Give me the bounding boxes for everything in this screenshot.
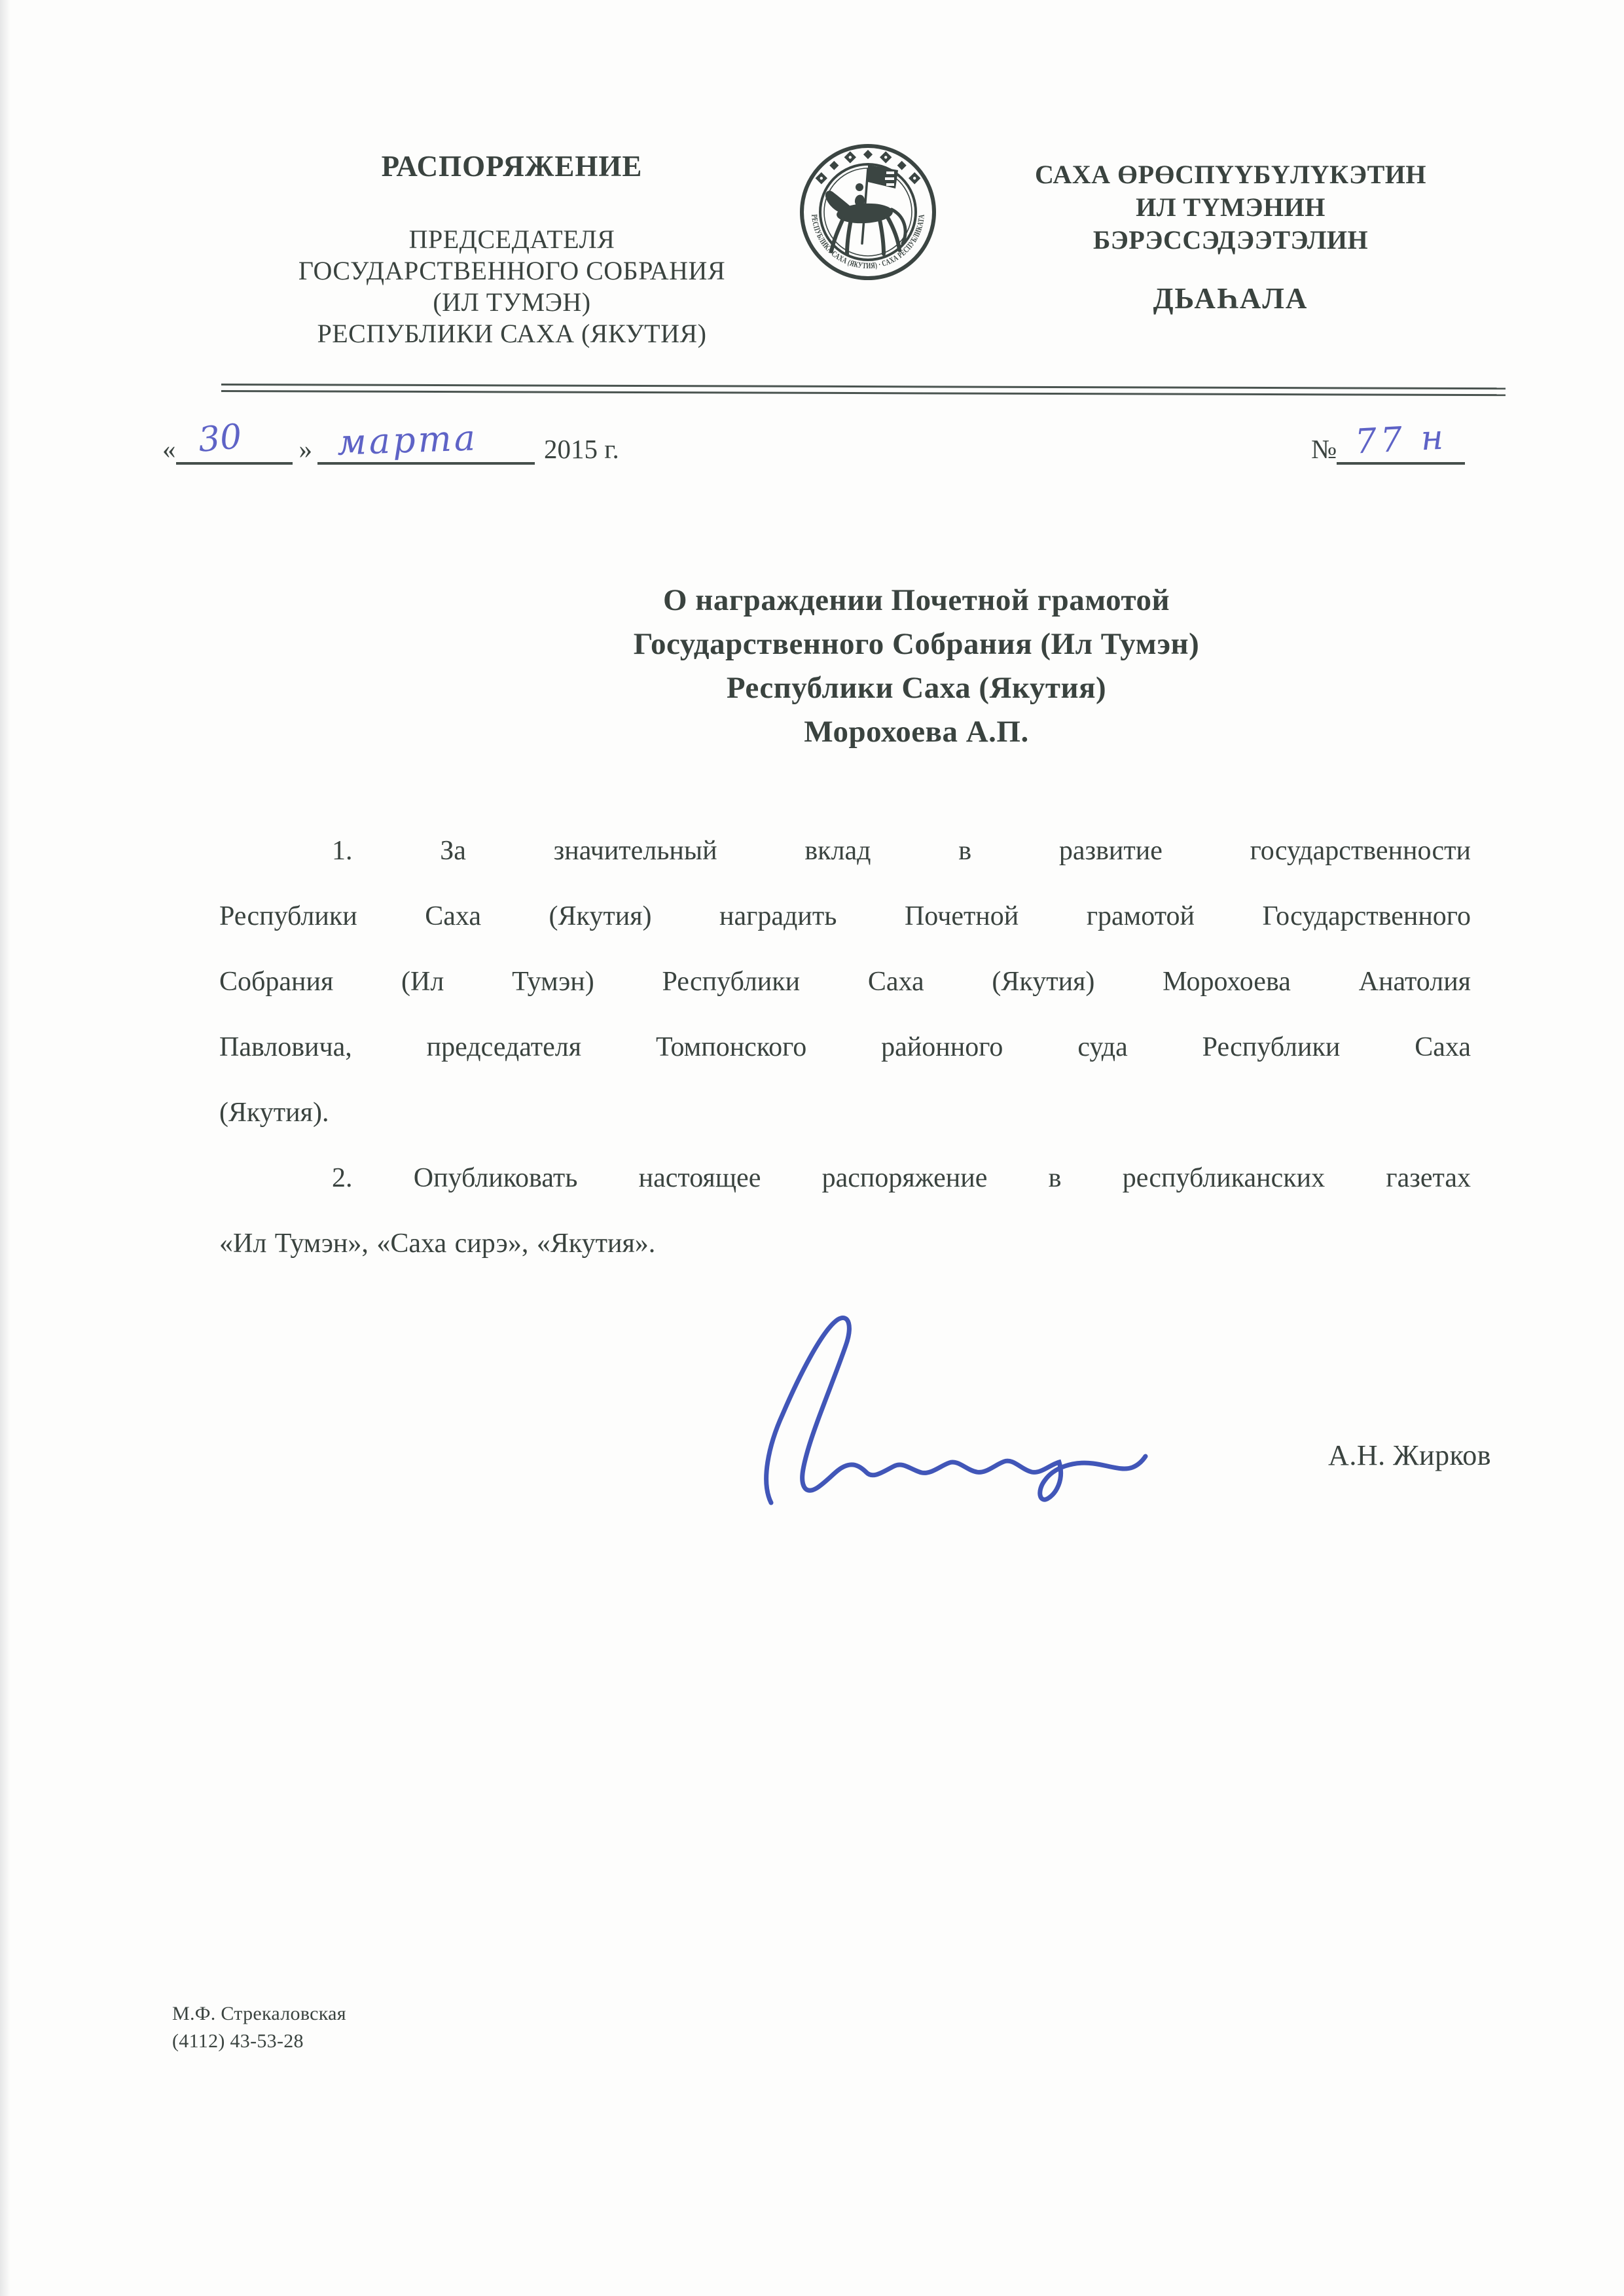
title-line: Государственного Собрания (Ил Тумэн) [633,627,1200,661]
sakha-republic-seal-icon [796,140,940,284]
executor-phone: (4112) 43-53-28 [172,2030,304,2052]
number-sign: № [1311,434,1337,464]
year-label: 2015 г. [544,434,619,464]
doc-kind-sakha: ДЬАҺАЛА [1153,282,1308,315]
handwritten-month: марта [336,417,478,463]
body-line: 1. За значительный вклад в развитие государственности [332,836,1471,866]
number-blank [1337,420,1465,465]
body-line: Собрания (Ил Тумэн) Республики Саха (Якутия) Морохоева Анатолия [219,967,1471,997]
seal-ring-text: РЕСПУБЛИКА САХА (ЯКУТИЯ) · САХА РЕСПУБЛИКАТА [810,212,927,271]
signatory-name: А.Н. Жирков [1328,1439,1491,1471]
letterhead-line: БЭРЭССЭДЭЭТЭЛИН [1092,225,1369,255]
body-line: 2. Опубликовать настоящее распоряжение в республиканских газетах [332,1163,1471,1193]
letterhead-sakha [982,158,1479,315]
doc-kind-russian: РАСПОРЯЖЕНИЕ [381,150,643,183]
close-quote: » [298,434,312,464]
letterhead-line: ИЛ ТҮМЭНИН [1136,192,1326,222]
letterhead-russian [221,149,803,350]
header-divider-rule [221,384,1506,396]
body-line: Республики Саха (Якутия) наградить Почетной грамотой Государственного [219,901,1471,931]
executor-contact [172,2000,346,2055]
letterhead-line: РЕСПУБЛИКИ САХА (ЯКУТИЯ) [317,319,707,348]
document-body [219,818,1471,1276]
executor-name: М.Ф. Стрекаловская [172,2003,346,2024]
date-line [162,417,619,473]
handwritten-day: 30 [196,417,244,460]
body-line: (Якутия). [219,1098,329,1128]
body-line: «Ил Тумэн», «Саха сирэ», «Якутия». [219,1229,656,1259]
letterhead-line: ПРЕДСЕДАТЕЛЯ [408,224,615,254]
day-blank [176,417,293,465]
title-line: Морохоева А.П. [804,715,1029,749]
title-line: О награждении Почетной грамотой [662,583,1170,617]
month-blank [317,417,535,465]
document-title [458,579,1375,754]
title-line: Республики Саха (Якутия) [726,671,1107,705]
letterhead-line: САХА ӨРӨСПҮҮБҮЛҮКЭТИН [1034,160,1427,189]
number-line [1311,420,1465,473]
letterhead-line: ГОСУДАРСТВЕННОГО СОБРАНИЯ [298,256,726,285]
body-line: Павловича, председателя Томпонского районного суда Республики Саха [219,1032,1471,1062]
handwritten-number: 77 н [1354,418,1449,462]
handwritten-signature [738,1308,1197,1517]
scan-edge-shadow [0,0,10,2296]
horseman-banner-icon [825,165,905,254]
letterhead-line: (ИЛ ТУМЭН) [433,287,591,317]
open-quote: « [162,434,176,464]
